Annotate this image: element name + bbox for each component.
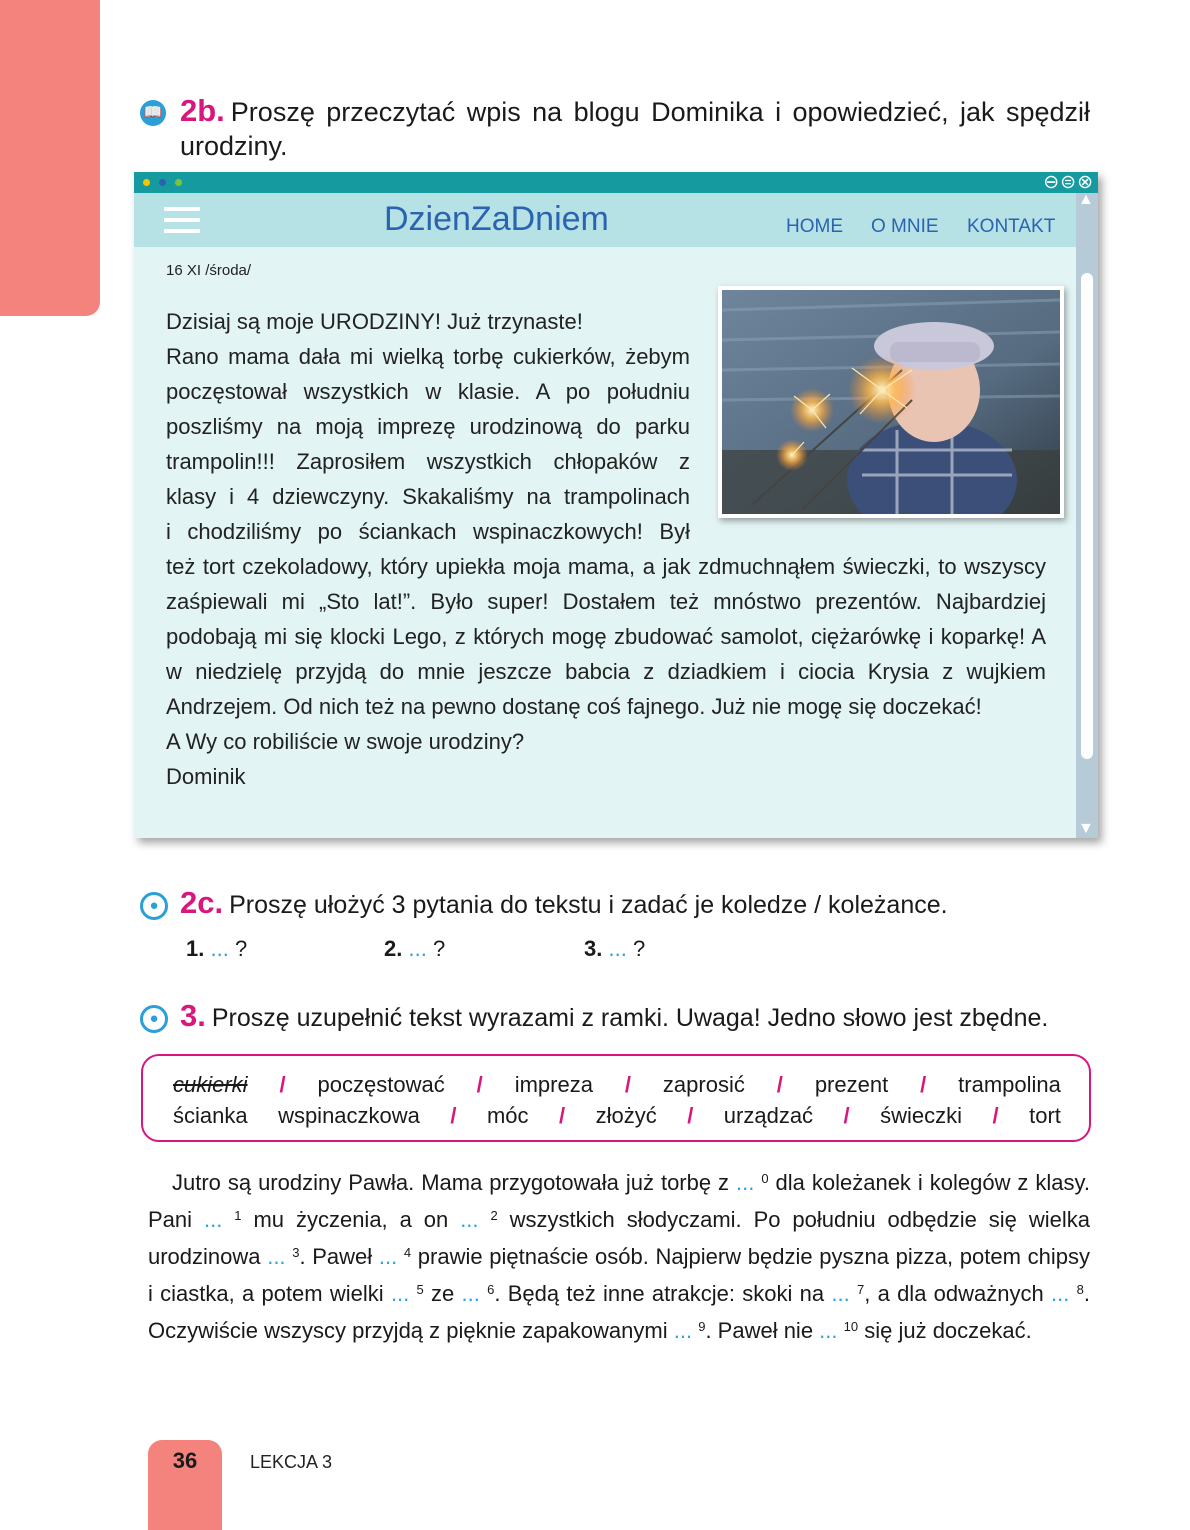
blog-paragraph: też tort czekoladowy, który upiekła moja mama, a jak zdmuchnąłem świeczki, to wszyscy zaśpiewali mi „Sto lat!”. Było super! Dostałem też mnóstwo prezentów. Najbardziej podobają mi się klocki Lego, z których mogę zbudować samolot, ciężarówkę i koparkę! A w niedzielę przyjdą do mnie jeszcze babcia z dziadkiem i ciocia Krysia z wujkiem Andrzejem. Od nich też na pewno dostanę coś fajnego. Już nie mogę się doczekać! <box>166 554 1046 719</box>
word: świeczki <box>880 1103 963 1128</box>
task-2c-instruction: Proszę ułożyć 3 pytania do tekstu i zadać je koledze / koleżance. <box>229 891 948 919</box>
scroll-thumb[interactable] <box>1081 273 1093 759</box>
gap[interactable]: ... <box>267 1244 286 1269</box>
word-row-2: ścianka wspinaczkowa / móc / złożyć / urządzać / świeczki / tort <box>173 1103 1061 1128</box>
word: impreza <box>514 1072 593 1097</box>
task-2b-instruction: Proszę przeczytać wpis na blogu Dominika i opowiedzieć, jak spędził <box>230 97 1090 127</box>
blog-question: A Wy co robiliście w swoje urodziny? <box>166 729 525 754</box>
word: urządzać <box>723 1103 814 1128</box>
task-3-instruction: Proszę uzupełnić tekst wyrazami z ramki. Uwaga! Jedno słowo jest zbędne. <box>211 1004 1049 1032</box>
blog-line: klasy i 4 dziewczyny. Skakaliśmy na trampolinach <box>166 484 690 509</box>
blog-line: poszliśmy na moją imprezę urodzinową do parku <box>166 414 690 439</box>
window-controls-icon[interactable]: ⊖⊜⊗ <box>1043 172 1094 193</box>
blog-line: Rano mama dała mi wielką torbę cukierków, żebym <box>166 344 690 369</box>
gap[interactable]: ... <box>673 1318 693 1343</box>
word: trampolina <box>958 1072 1061 1097</box>
word: prezent <box>814 1072 889 1097</box>
window-dot-green[interactable] <box>175 179 182 186</box>
task-2b-line1 <box>140 94 1090 129</box>
nav-contact[interactable]: KONTAKT <box>967 216 1056 237</box>
nav-about[interactable]: O MNIE <box>871 216 939 237</box>
word: móc <box>486 1103 529 1128</box>
word-row-1: cukierki / poczęstować / impreza / zaprosić / prezent / trampolina <box>173 1072 1061 1097</box>
scroll-up-arrow-icon[interactable]: ▲ <box>1078 191 1094 208</box>
word: złożyć <box>595 1103 657 1128</box>
book-icon: 📖 <box>140 100 166 126</box>
hamburger-menu-icon[interactable] <box>164 207 200 240</box>
word: poczęstować <box>317 1072 445 1097</box>
gap[interactable]: ... <box>460 1207 479 1232</box>
gap[interactable]: ... <box>461 1281 480 1306</box>
blog-post-body <box>166 304 1046 794</box>
lesson-label: LEKCJA 3 <box>250 1452 333 1472</box>
blog-line: Dzisiaj są moje URODZINY! Już trzynaste! <box>166 309 583 334</box>
page-number: 36 <box>172 1448 198 1473</box>
blog-line: i chodziliśmy po ściankach wspinaczkowych! Był <box>166 519 690 544</box>
word-crossed-out: cukierki <box>173 1072 248 1097</box>
blog-title[interactable]: DzienZaDniem <box>384 200 609 238</box>
task-2c-header <box>140 886 1090 922</box>
gap-fill-text: Jutro są urodziny Pawła. Mama przygotowała już torbę z ... $^0$ dla koleżanek i kolegów z klasy. Pani ... $^1$ mu życzenia, a on ... $^2$ wszystkich słodyczami. Po południu odbędzie się wielka urodzinowa ... $^3$. Paweł ... $^4$ prawie piętnaście osób. Najpierw będzie pyszna pizza, potem chipsy i ciastka, a potem wielki ... $^5$ ze ... $^6$. Będą też inne atrakcje: skoki na ... $^7$, a dla odważnych ... $^8$. Oczywiście wszyscy przyjdą z pięknie zapakowanymi ... $^9$. Paweł nie ... $^{10}$ się już doczekać. <box>148 1170 1090 1343</box>
task-2b-line2: urodziny. <box>180 131 288 161</box>
window-dot-yellow[interactable] <box>143 179 150 186</box>
question-slot-3[interactable]: 3. ... ? <box>584 936 646 961</box>
blog-window <box>134 172 1098 838</box>
word: tort <box>1029 1103 1061 1128</box>
blog-line: poczęstował wszystkich w klasie. A po południu <box>166 379 690 404</box>
blog-signature: Dominik <box>166 764 246 789</box>
post-date: 16 XI /środa/ <box>166 262 252 279</box>
word: ścianka <box>173 1103 248 1128</box>
gap[interactable]: ... <box>1051 1281 1070 1306</box>
window-dot-blue[interactable] <box>159 179 166 186</box>
task-number: 3. <box>180 998 206 1033</box>
question-slot-2[interactable]: 2. ... ? <box>384 936 446 961</box>
task-number: 2c. <box>180 885 224 920</box>
scroll-down-arrow-icon[interactable]: ▼ <box>1078 820 1094 837</box>
speaking-icon: ● <box>140 1005 168 1033</box>
blog-line: trampolin!!! Zaprosiłem wszystkich chłopaków z <box>166 449 690 474</box>
task-2b-header <box>140 94 1090 163</box>
speaking-icon: ● <box>140 892 168 920</box>
word-box <box>141 1054 1091 1142</box>
word: zaprosić <box>662 1072 745 1097</box>
gap[interactable]: ... <box>819 1318 838 1343</box>
scrollbar[interactable] <box>1076 193 1098 838</box>
side-color-tab <box>0 0 100 316</box>
word: wspinaczkowa <box>278 1103 420 1128</box>
window-titlebar <box>134 172 1098 193</box>
page-number-tab <box>148 1440 222 1530</box>
question-slot-1[interactable]: 1. ... ? <box>186 936 248 961</box>
gap[interactable]: ... <box>390 1281 410 1306</box>
gap[interactable]: ... <box>378 1244 398 1269</box>
task-3-header <box>140 999 1090 1035</box>
nav-home[interactable]: HOME <box>786 216 843 237</box>
gap[interactable]: ... <box>831 1281 850 1306</box>
task-number: 2b. <box>180 93 225 128</box>
gap[interactable]: ... <box>736 1170 755 1195</box>
blog-navbar <box>134 193 1076 247</box>
gap[interactable]: ... <box>203 1207 223 1232</box>
blog-wrapped-lines <box>166 304 690 549</box>
